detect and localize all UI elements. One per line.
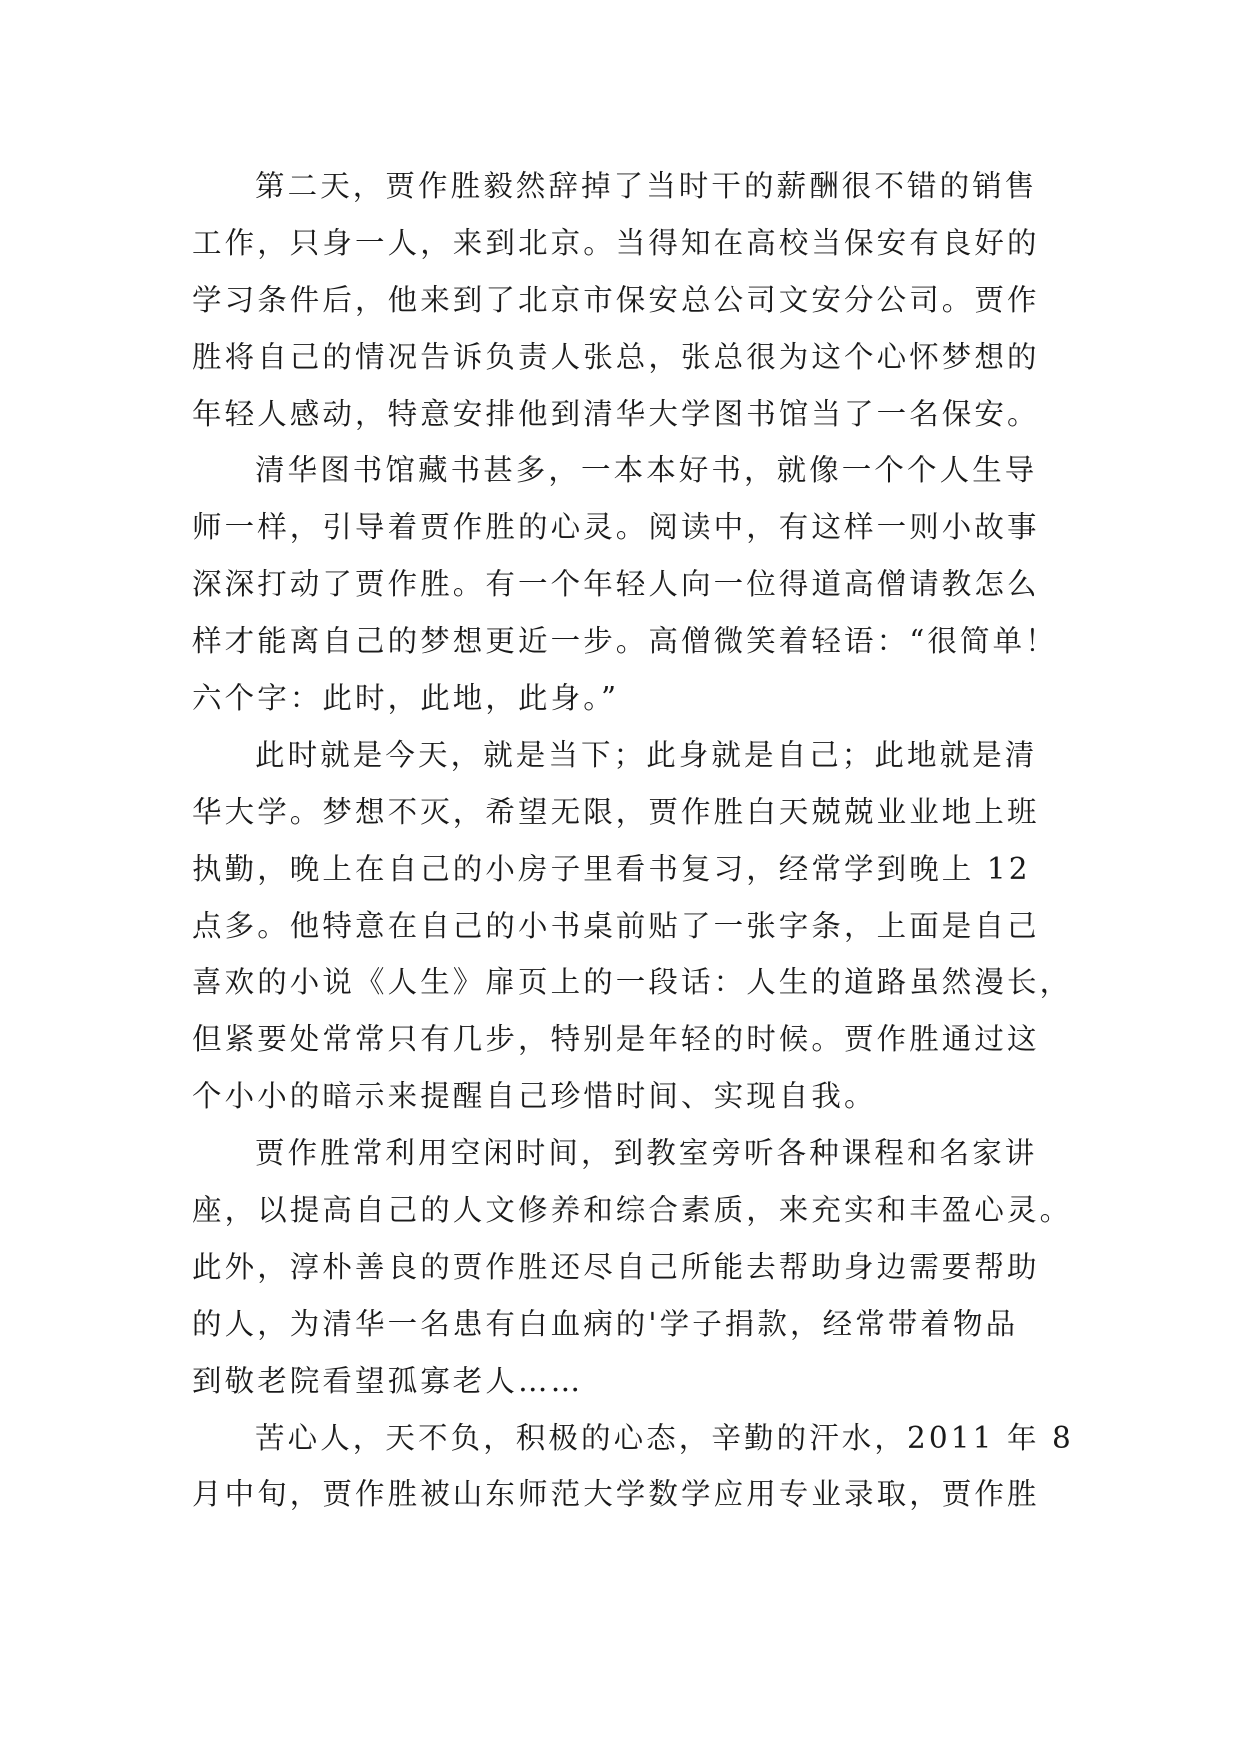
paragraph-3-line-1: 此时就是今天，就是当下；此身就是自己；此地就是清 [255, 737, 1038, 772]
paragraph-4-line-4: 的人，为清华一名患有白血病的'学子捐款，经常带着物品 [192, 1306, 1019, 1341]
body-text [192, 158, 1074, 1523]
paragraph-4-line-5: 到敬老院看望孤寡老人…… [192, 1363, 584, 1398]
paragraph-2-line-5: 六个字：此时，此地，此身。” [192, 681, 620, 716]
paragraph-2-line-3: 深深打动了贾作胜。有一个年轻人向一位得道高僧请教怎么 [192, 567, 1040, 602]
paragraph-5-line-2: 月中旬，贾作胜被山东师范大学数学应用专业录取，贾作胜 [192, 1477, 1040, 1512]
paragraph-3-line-4: 点多。他特意在自己的小书桌前贴了一张字条，上面是自己 [192, 908, 1040, 943]
paragraph-3-line-3: 执勤，晚上在自己的小房子里看书复习，经常学到晚上 12 [192, 851, 1031, 886]
paragraph-2-line-1: 清华图书馆藏书甚多，一本本好书，就像一个个人生导 [255, 453, 1038, 488]
paragraph-3-line-5: 喜欢的小说《人生》扉页上的一段话：人生的道路虽然漫长， [192, 965, 1073, 1000]
paragraph-2-line-4: 样才能离自己的梦想更近一步。高僧微笑着轻语：“很简单！ [192, 624, 1058, 659]
paragraph-4-line-3: 此外，淳朴善良的贾作胜还尽自己所能去帮助身边需要帮助 [192, 1249, 1040, 1284]
paragraph-2-line-2: 师一样，引导着贾作胜的心灵。阅读中，有这样一则小故事 [192, 510, 1040, 545]
paragraph-1-line-2: 工作，只身一人，来到北京。当得知在高校当保安有良好的 [192, 225, 1040, 260]
paragraph-4-line-1: 贾作胜常利用空闲时间，到教室旁听各种课程和名家讲 [255, 1136, 1038, 1171]
paragraph-4-line-2: 座，以提高自己的人文修养和综合素质，来充实和丰盈心灵。 [192, 1193, 1073, 1228]
paragraph-1-line-4: 胜将自己的情况告诉负责人张总，张总很为这个心怀梦想的 [192, 339, 1040, 374]
paragraph-1-line-3: 学习条件后，他来到了北京市保安总公司文安分公司。贾作 [192, 282, 1040, 317]
paragraph-3-line-2: 华大学。梦想不灭，希望无限，贾作胜白天兢兢业业地上班 [192, 794, 1040, 829]
paragraph-1-line-5: 年轻人感动，特意安排他到清华大学图书馆当了一名保安。 [192, 396, 1040, 431]
paragraph-3-line-6: 但紧要处常常只有几步，特别是年轻的时候。贾作胜通过这 [192, 1022, 1040, 1057]
paragraph-3-line-7: 个小小的暗示来提醒自己珍惜时间、实现自我。 [192, 1079, 877, 1114]
paragraph-1-line-1: 第二天，贾作胜毅然辞掉了当时干的薪酬很不错的销售 [255, 169, 1038, 203]
paragraph-5-line-1: 苦心人，天不负，积极的心态，辛勤的汗水，2011 年 8 [255, 1420, 1074, 1455]
